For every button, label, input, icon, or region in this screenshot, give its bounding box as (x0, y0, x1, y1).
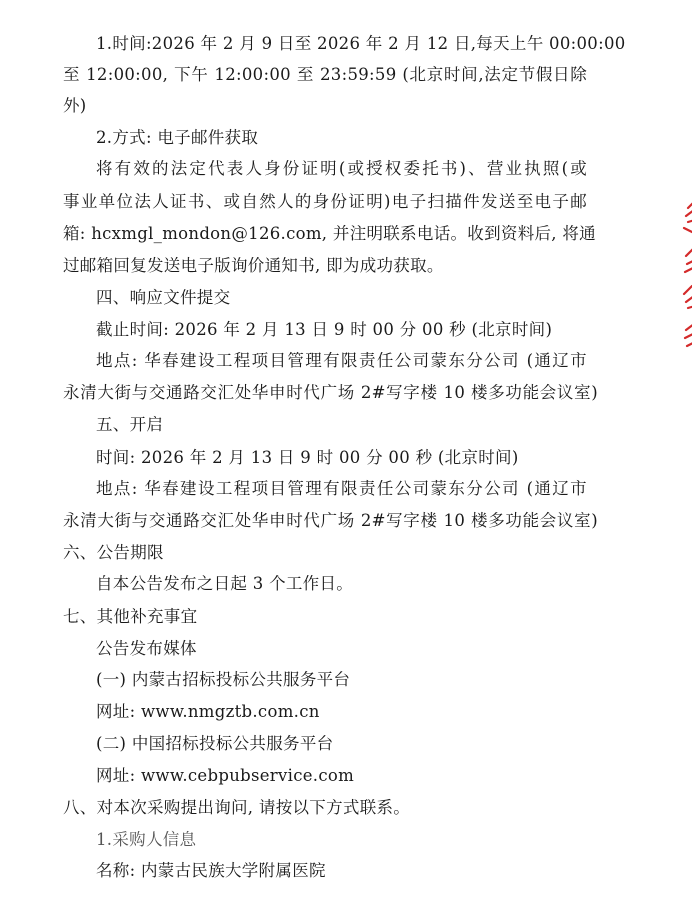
section-heading: 2.方式: 电子邮件获取 (96, 128, 259, 147)
text-line: 地点: 华春建设工程项目管理有限责任公司蒙东分公司 (通辽市 (96, 351, 587, 370)
text-line: 地点: 华春建设工程项目管理有限责任公司蒙东分公司 (通辽市 (96, 479, 587, 498)
text-line: 名称: 内蒙古民族大学附属医院 (96, 861, 326, 880)
text-line: 时间: 2026 年 2 月 13 日 9 时 00 分 00 秒 (北京时间) (96, 448, 519, 467)
section-heading: 五、开启 (96, 415, 164, 434)
text-line: 1.时间:2026 年 2 月 9 日至 2026 年 2 月 12 日,每天上午 00:00:00 (96, 34, 626, 53)
text-line: 过邮箱回复发送电子版询价通知书, 即为成功获取。 (63, 256, 444, 275)
text-line: 至 12:00:00, 下午 12:00:00 至 23:59:59 (北京时间,法定节假日除 (63, 65, 587, 84)
text-line: 截止时间: 2026 年 2 月 13 日 9 时 00 分 00 秒 (北京时间) (96, 320, 553, 339)
section-heading: 八、对本次采购提出询问, 请按以下方式联系。 (63, 798, 411, 817)
text-line: 网址: www.cebpubservice.com (96, 766, 355, 785)
text-line: (二) 中国招标投标公共服务平台 (96, 734, 334, 753)
seal-stamp-icon (678, 198, 692, 358)
seal-stamp-fragment (678, 198, 692, 358)
text-line: 将有效的法定代表人身份证明(或授权委托书)、营业执照(或 (96, 159, 587, 178)
section-heading: 四、响应文件提交 (96, 288, 231, 307)
text-line: 自本公告发布之日起 3 个工作日。 (96, 574, 354, 593)
text-line: 永清大街与交通路交汇处华申时代广场 2#写字楼 10 楼多功能会议室) (63, 511, 598, 530)
text-line: 网址: www.nmgztb.com.cn (96, 702, 320, 721)
text-line: 事业单位法人证书、或自然人的身份证明)电子扫描件发送至电子邮 (63, 192, 587, 211)
section-heading: 六、公告期限 (63, 543, 164, 562)
text-line: 永清大街与交通路交汇处华申时代广场 2#写字楼 10 楼多功能会议室) (63, 383, 598, 402)
text-line: 公告发布媒体 (96, 639, 197, 658)
text-line: (一) 内蒙古招标投标公共服务平台 (96, 670, 351, 689)
text-line: 箱: hcxmgl_mondon@126.com, 并注明联系电话。收到资料后, 将通 (63, 224, 596, 243)
section-heading: 七、其他补充事宜 (63, 607, 198, 626)
text-line: 1.采购人信息 (96, 830, 197, 849)
text-line: 外) (63, 96, 87, 115)
